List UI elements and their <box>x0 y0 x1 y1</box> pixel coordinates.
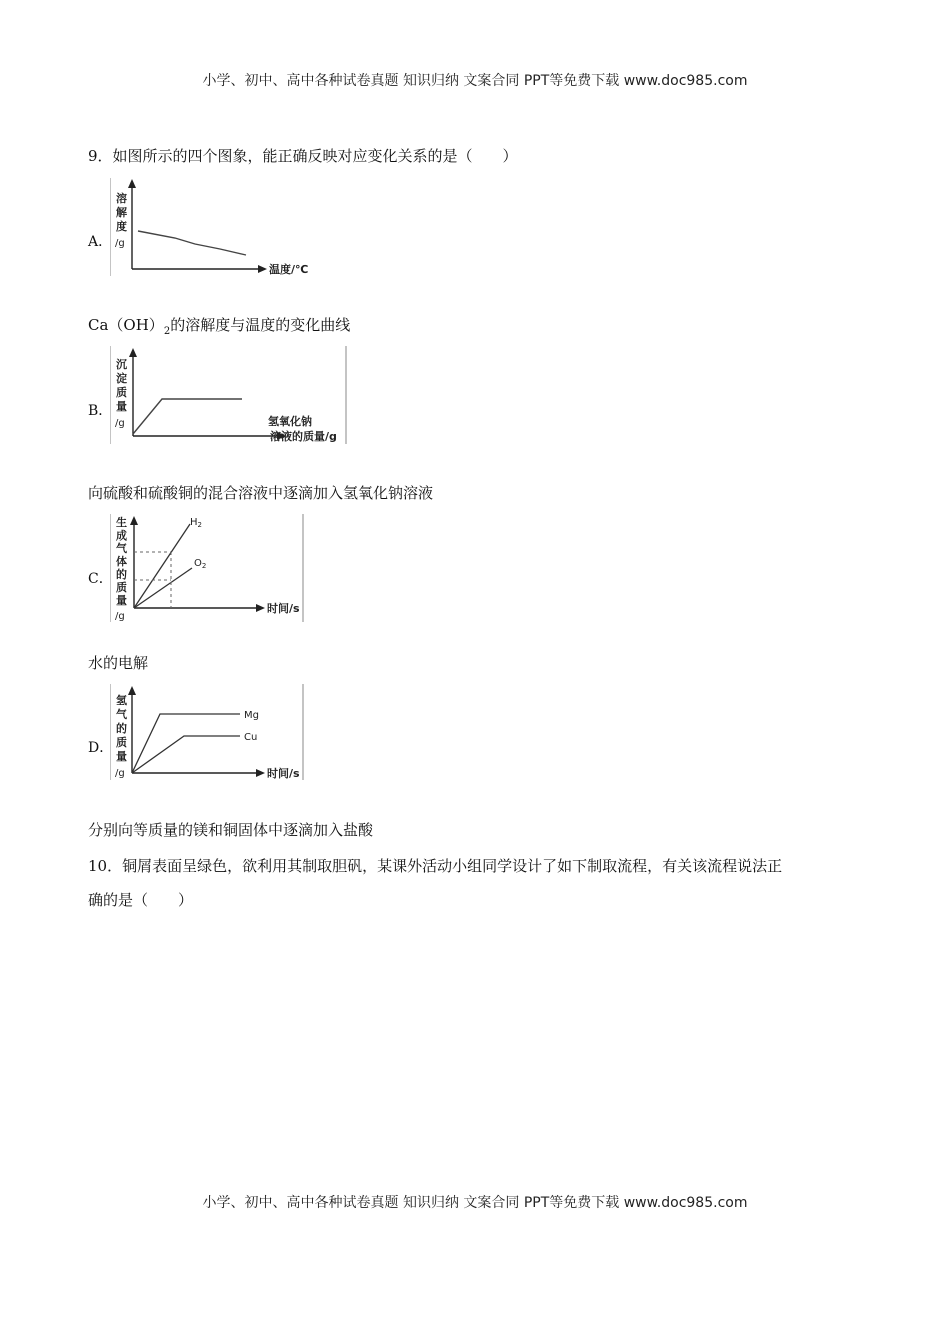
y-label-char: 量 <box>116 400 127 413</box>
y-unit: /g <box>115 238 125 249</box>
figure-b <box>110 344 350 446</box>
option-c-caption: 水的电解 <box>88 654 149 672</box>
solubility-curve <box>138 231 246 255</box>
y-label-char: 量 <box>116 594 127 607</box>
y-label-char: 成 <box>116 529 127 542</box>
y-label-char: 气 <box>116 708 127 721</box>
y-axis-arrow <box>128 179 136 188</box>
x-axis-arrow <box>256 769 265 777</box>
option-b-caption: 向硫酸和硫酸铜的混合溶液中逐滴加入氢氧化钠溶液 <box>88 484 434 502</box>
x-label: 温度/℃ <box>269 263 309 276</box>
y-unit: /g <box>115 768 125 779</box>
option-d-caption: 分别向等质量的镁和铜固体中逐滴加入盐酸 <box>88 821 374 839</box>
option-a-label: A． <box>88 234 113 250</box>
x-axis-arrow <box>256 604 265 612</box>
y-label-char: 沉 <box>116 358 127 371</box>
figure-a <box>110 176 310 278</box>
y-axis-arrow <box>129 348 137 357</box>
page-header: 小学、初中、高中各种试卷真题 知识归纳 文案合同 PPT等免费下载 www.doc985.com <box>202 73 748 89</box>
y-label-char: 体 <box>116 555 127 568</box>
y-label-char: 量 <box>116 750 127 763</box>
y-label-char: 质 <box>116 386 127 399</box>
h2-line <box>134 524 190 608</box>
y-label-char: 解 <box>116 206 127 219</box>
option-c-label: C． <box>88 571 113 587</box>
option-b-label: B． <box>88 403 113 419</box>
cu-curve <box>132 736 240 773</box>
y-axis-arrow <box>128 686 136 695</box>
y-label-char: 生 <box>116 516 127 529</box>
y-label-char: 氢 <box>116 694 127 707</box>
y-label-char: 质 <box>116 581 127 594</box>
y-unit: /g <box>115 418 125 429</box>
x-axis-arrow <box>258 265 267 273</box>
y-label-char: 气 <box>116 542 127 555</box>
question-9-stem: 9．如图所示的四个图象，能正确反映对应变化关系的是（ ） <box>88 147 518 165</box>
x-label-line2: 溶液的质量/g <box>270 430 337 443</box>
y-unit: /g <box>115 611 125 622</box>
y-label-char: 淀 <box>116 372 127 385</box>
series-label-h2: $H_2$ <box>190 517 202 529</box>
series-label-o2: $O_2$ <box>194 558 207 570</box>
series-label-mg: Mg <box>244 710 259 721</box>
figure-d <box>110 682 306 782</box>
y-label-char: 的 <box>116 568 127 581</box>
y-label-char: 度 <box>116 220 127 233</box>
precipitate-curve <box>133 399 242 434</box>
o2-line <box>134 568 192 608</box>
question-10-line1: 10．铜屑表面呈绿色，欲利用其制取胆矾，某课外活动小组同学设计了如下制取流程，有关该流程说法正 <box>88 857 783 875</box>
x-label: 时间/s <box>267 602 300 615</box>
series-label-cu: Cu <box>244 732 258 743</box>
question-10-line2: 确的是（ ） <box>88 891 194 909</box>
y-label-char: 的 <box>116 722 127 735</box>
option-a-caption: $Ca(OH)_2$的溶解度与温度的变化曲线 <box>88 316 351 337</box>
figure-c <box>110 512 306 624</box>
x-label-line1: 氢氧化钠 <box>268 415 312 428</box>
y-label-char: 溶 <box>116 192 127 205</box>
mg-curve <box>132 714 240 773</box>
y-axis-arrow <box>130 516 138 525</box>
option-d-label: D． <box>88 740 114 756</box>
x-label: 时间/s <box>267 767 300 780</box>
page-footer: 小学、初中、高中各种试卷真题 知识归纳 文案合同 PPT等免费下载 www.doc985.com <box>202 1195 748 1211</box>
y-label-char: 质 <box>116 736 127 749</box>
